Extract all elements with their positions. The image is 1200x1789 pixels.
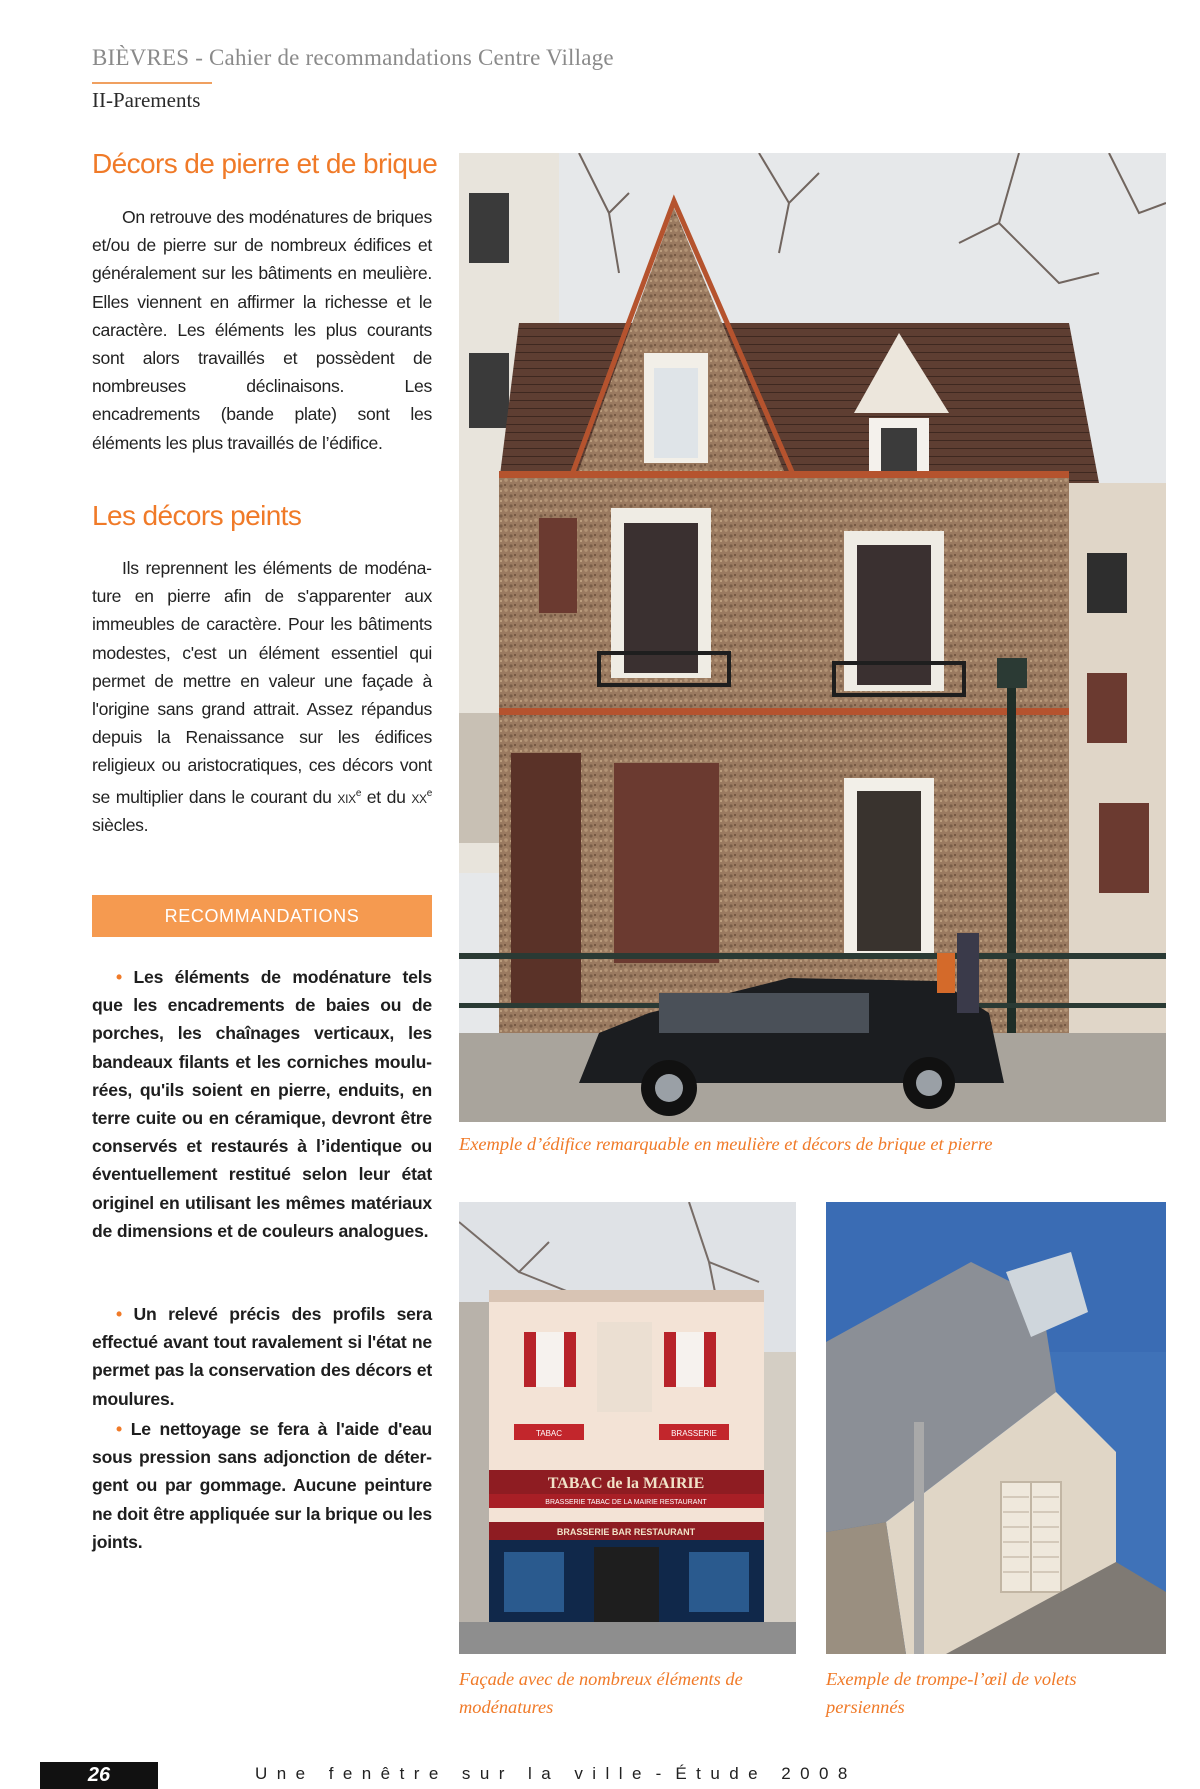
photo-trompe-loeil-volets <box>826 1202 1166 1654</box>
house-illustration <box>459 153 1166 1122</box>
bullet-icon: • <box>116 967 122 987</box>
heading-decors-pierre-brique: Décors de pierre et de brique <box>92 148 438 179</box>
sign-line-2: BRASSERIE TABAC DE LA MAIRIE RESTAURANT <box>545 1499 707 1506</box>
sign-line-3: BRASSERIE BAR RESTAURANT <box>556 1527 696 1537</box>
paragraph-decors-pierre-brique <box>92 203 432 457</box>
section-title: II-Parements <box>92 88 201 112</box>
photo-meuliere-house <box>459 153 1166 1122</box>
superscript-e: e <box>426 787 432 799</box>
recommendation-item <box>92 963 432 1245</box>
recommendation-text: Un relevé précis des profils sera effectué avant tout ravalement si l'état ne permet pas la conservation des décors et moulures. <box>92 1304 432 1409</box>
sign-tabac-de-la-mairie: TABAC de la MAIRIE <box>547 1475 705 1492</box>
superscript-e: e <box>355 787 362 799</box>
ending-text: siècles. <box>92 814 149 835</box>
bullet-icon: • <box>116 1304 122 1324</box>
century-20: xx <box>411 786 427 807</box>
awning-sign-brasserie: BRASSERIE <box>671 1429 717 1438</box>
recommendations-banner: RECOMMANDATIONS <box>92 895 432 937</box>
recommendation-item <box>92 1415 432 1556</box>
document-title: BIÈVRES - Cahier de recommandations Centre Village <box>92 45 614 70</box>
volets-illustration <box>826 1202 1166 1654</box>
bullet-icon: • <box>116 1419 122 1439</box>
paragraph-body: Ils reprennent les éléments de modénature en pierre afin de s'apparenter aux immeubles de caractère. Pour les bâtiments modestes, c'est un élément essentiel qui permet de mettre en valeur une façade à l'origine sans grand attrait. Assez répandus depuis la Renaissance sur les édifices religieux ou aristocratiques, ces décors vont se multiplier dans le courant du <box>92 558 432 807</box>
recommendation-item <box>92 1300 432 1413</box>
header-rule <box>92 82 212 84</box>
paragraph-text <box>92 554 432 839</box>
tabac-illustration <box>459 1202 796 1654</box>
caption-volets-photo: Exemple de trompe-l’œil de volets persiennés <box>826 1669 1077 1717</box>
heading-decors-peints: Les décors peints <box>92 500 302 531</box>
page-number: 26 <box>40 1762 158 1789</box>
caption-tabac-photo: Façade avec de nombreux éléments de modénatures <box>459 1669 743 1717</box>
photo-tabac-facade <box>459 1202 796 1654</box>
connector-text: et du <box>361 786 412 807</box>
awning-sign-tabac: TABAC <box>535 1429 563 1438</box>
century-19: xix <box>337 786 356 807</box>
footer-tagline: U n e f e n ê t r e s u r l a v i l l e - É t u d e 2 0 0 8 <box>255 1764 848 1783</box>
recommendation-text: Les éléments de modénature tels que les encadrements de baies ou de porches, les chaînages verticaux, les bandeaux filants et les corniches moulurées, qu'ils soient en pierre, enduits, en terre cuite ou en céramique, devront être conservés et restaurés à l’identique ou éventuellement restitué selon leur état originel en utilisant les mêmes matériaux de dimensions et de couleurs analogues. <box>92 967 432 1241</box>
recommendation-text: Le nettoyage se fera à l'aide d'eau sous pression sans adjonction de détergent ou par gommage. Aucune peinture ne doit être appliquée sur la brique ou les joints. <box>92 1419 432 1552</box>
caption-main-photo: Exemple d’édifice remarquable en meulière et décors de brique et pierre <box>459 1134 993 1154</box>
paragraph-decors-peints <box>92 554 432 839</box>
paragraph-text: On retrouve des modénatures de briques et/ou de pierre sur de nombreux édifices et généralement sur les bâtiments en meulière. Elles viennent en affirmer la richesse et le caractère. Les éléments les plus courants sont alors travaillés et possèdent de nombreuses déclinaisons. Les encadrements (bande plate) sont les éléments les plus travaillés de l’édifice. <box>92 207 432 453</box>
